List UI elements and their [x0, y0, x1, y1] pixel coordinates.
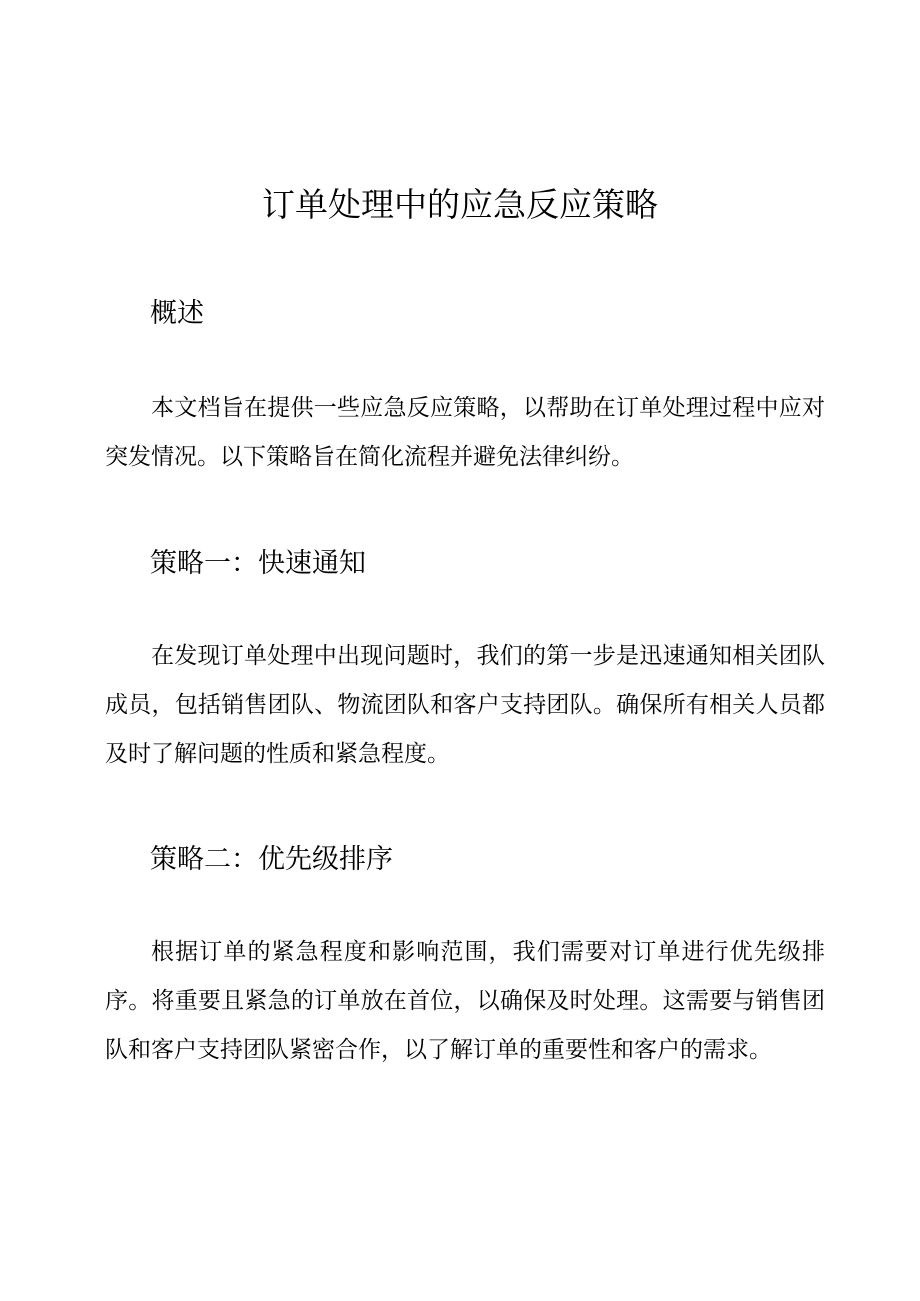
section-body-overview: 本文档旨在提供一些应急反应策略，以帮助在订单处理过程中应对突发情况。以下策略旨在简化流程并避免法律纠纷。 — [105, 395, 825, 470]
section-heading-overview: 概述 — [150, 298, 204, 329]
section-heading-strategy-2: 策略二：优先级排序 — [150, 844, 393, 875]
document-title: 订单处理中的应急反应策略 — [262, 185, 658, 224]
section-heading-strategy-1: 策略一：快速通知 — [150, 548, 366, 579]
section-body-strategy-1: 在发现订单处理中出现问题时，我们的第一步是迅速通知相关团队成员，包括销售团队、物流团队和客户支持团队。确保所有相关人员都及时了解问题的性质和紧急程度。 — [105, 643, 825, 767]
section-body-strategy-2: 根据订单的紧急程度和影响范围，我们需要对订单进行优先级排序。将重要且紧急的订单放在首位，以确保及时处理。这需要与销售团队和客户支持团队紧密合作，以了解订单的重要性和客户的需求。 — [105, 939, 825, 1063]
